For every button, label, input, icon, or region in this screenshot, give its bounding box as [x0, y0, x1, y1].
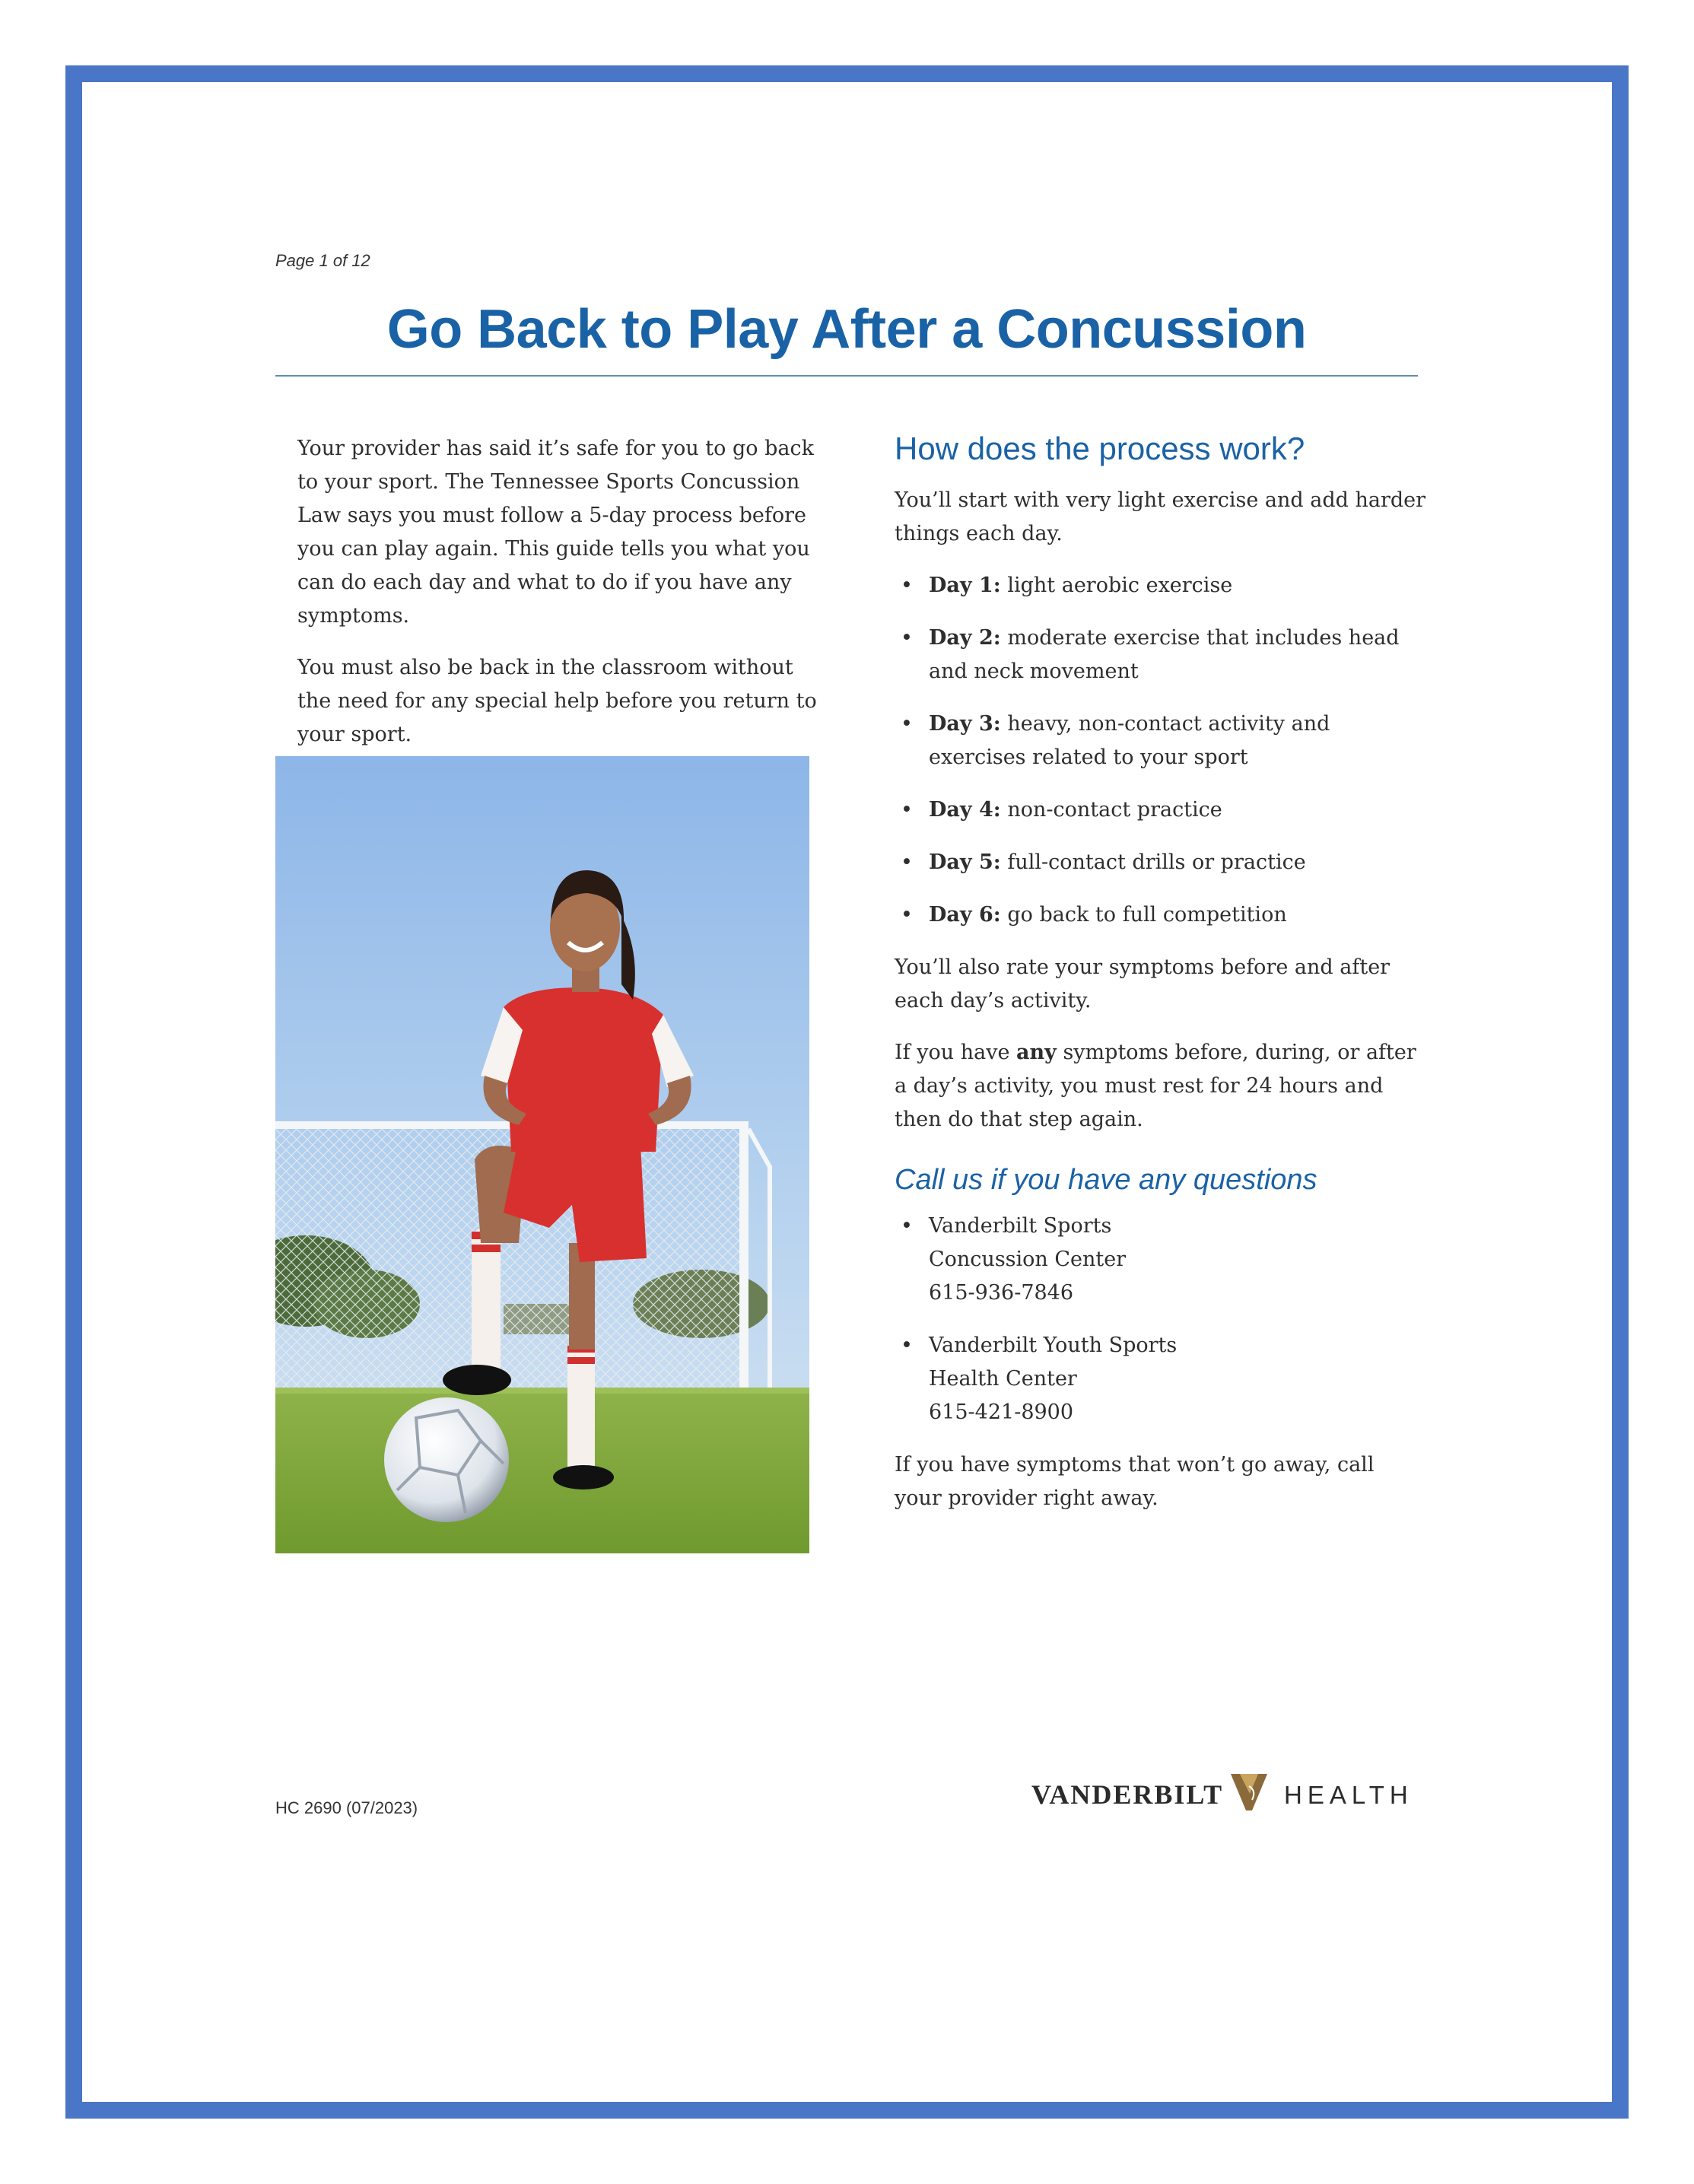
call-us-heading: Call us if you have any questions	[895, 1164, 1317, 1196]
day-text: go back to full competition	[1007, 903, 1287, 927]
contact-name-cont: Concussion Center	[929, 1248, 1127, 1271]
contact-item	[895, 1210, 1427, 1310]
day-step	[895, 707, 1427, 774]
closing-text: If you have symptoms that won’t go away, call your provider right away.	[895, 1453, 1375, 1510]
vanderbilt-health-logo	[1031, 1771, 1419, 1814]
day-text: heavy, non-contact activity and exercises related to your sport	[929, 712, 1330, 769]
day-label: Day 2:	[929, 626, 1001, 650]
day-text: non-contact practice	[1007, 798, 1222, 822]
document-code: HC 2690 (07/2023)	[275, 1798, 418, 1817]
rest-rule-text	[895, 1036, 1427, 1137]
contact-name: • Vanderbilt Sports	[929, 1214, 1112, 1238]
page-number: Page 1 of 12	[275, 251, 370, 270]
day-label: Day 6:	[929, 903, 1001, 927]
rest-rule-emphasis: any	[1016, 1041, 1057, 1064]
day-steps-list	[895, 569, 1427, 932]
intro-paragraph-1: Your provider has said it’s safe for you to go back to your sport. The Tennessee Sports Concussion Law says you must follow a 5-day process before you can play again. This guide tells you what you can do each day and what to do if you have any symptoms.	[297, 437, 814, 628]
rest-rule-start: If you have	[895, 1041, 1017, 1064]
process-intro: You’ll start with very light exercise and add harder things each day.	[895, 488, 1426, 545]
contact-item	[895, 1329, 1427, 1429]
day-label: Day 1:	[929, 574, 1001, 597]
page-title: Go Back to Play After a Concussion	[386, 299, 1307, 360]
rate-symptoms-text: You’ll also rate your symptoms before and after each day’s activity.	[895, 955, 1390, 1013]
day-label: Day 5:	[929, 850, 1001, 874]
day-text: full-contact drills or practice	[1007, 850, 1306, 874]
day-text: light aerobic exercise	[1007, 574, 1233, 597]
logo-word-vanderbilt: VANDERBILT	[1031, 1779, 1224, 1810]
oak-leaf-v-icon	[1231, 1774, 1267, 1810]
soccer-player-photo	[275, 756, 809, 1553]
contact-phone[interactable]: 615-421-8900	[929, 1400, 1074, 1424]
contact-list	[895, 1210, 1427, 1429]
process-heading: How does the process work?	[895, 431, 1305, 466]
title-divider	[275, 375, 1418, 377]
rest-rule-end: symptoms before, during, or after a day’s activity, you must rest for 24 hours and then do that step again.	[895, 1041, 1416, 1131]
intro-paragraph-2: You must also be back in the classroom without the need for any special help before you return to your sport.	[297, 656, 817, 746]
day-step	[895, 793, 1427, 827]
contact-phone[interactable]: 615-936-7846	[929, 1281, 1074, 1305]
day-step	[895, 898, 1427, 932]
day-step	[895, 569, 1427, 602]
contact-name-cont: Health Center	[929, 1367, 1077, 1391]
day-step	[895, 846, 1427, 879]
day-label: Day 3:	[929, 712, 1001, 736]
intro-column	[297, 432, 830, 770]
day-text: moderate exercise that includes head and neck movement	[929, 626, 1400, 683]
day-label: Day 4:	[929, 798, 1001, 822]
day-step	[895, 622, 1427, 688]
logo-word-health: HEALTH	[1284, 1781, 1413, 1809]
process-column	[895, 428, 1427, 1534]
contact-name: • Vanderbilt Youth Sports	[929, 1334, 1178, 1357]
